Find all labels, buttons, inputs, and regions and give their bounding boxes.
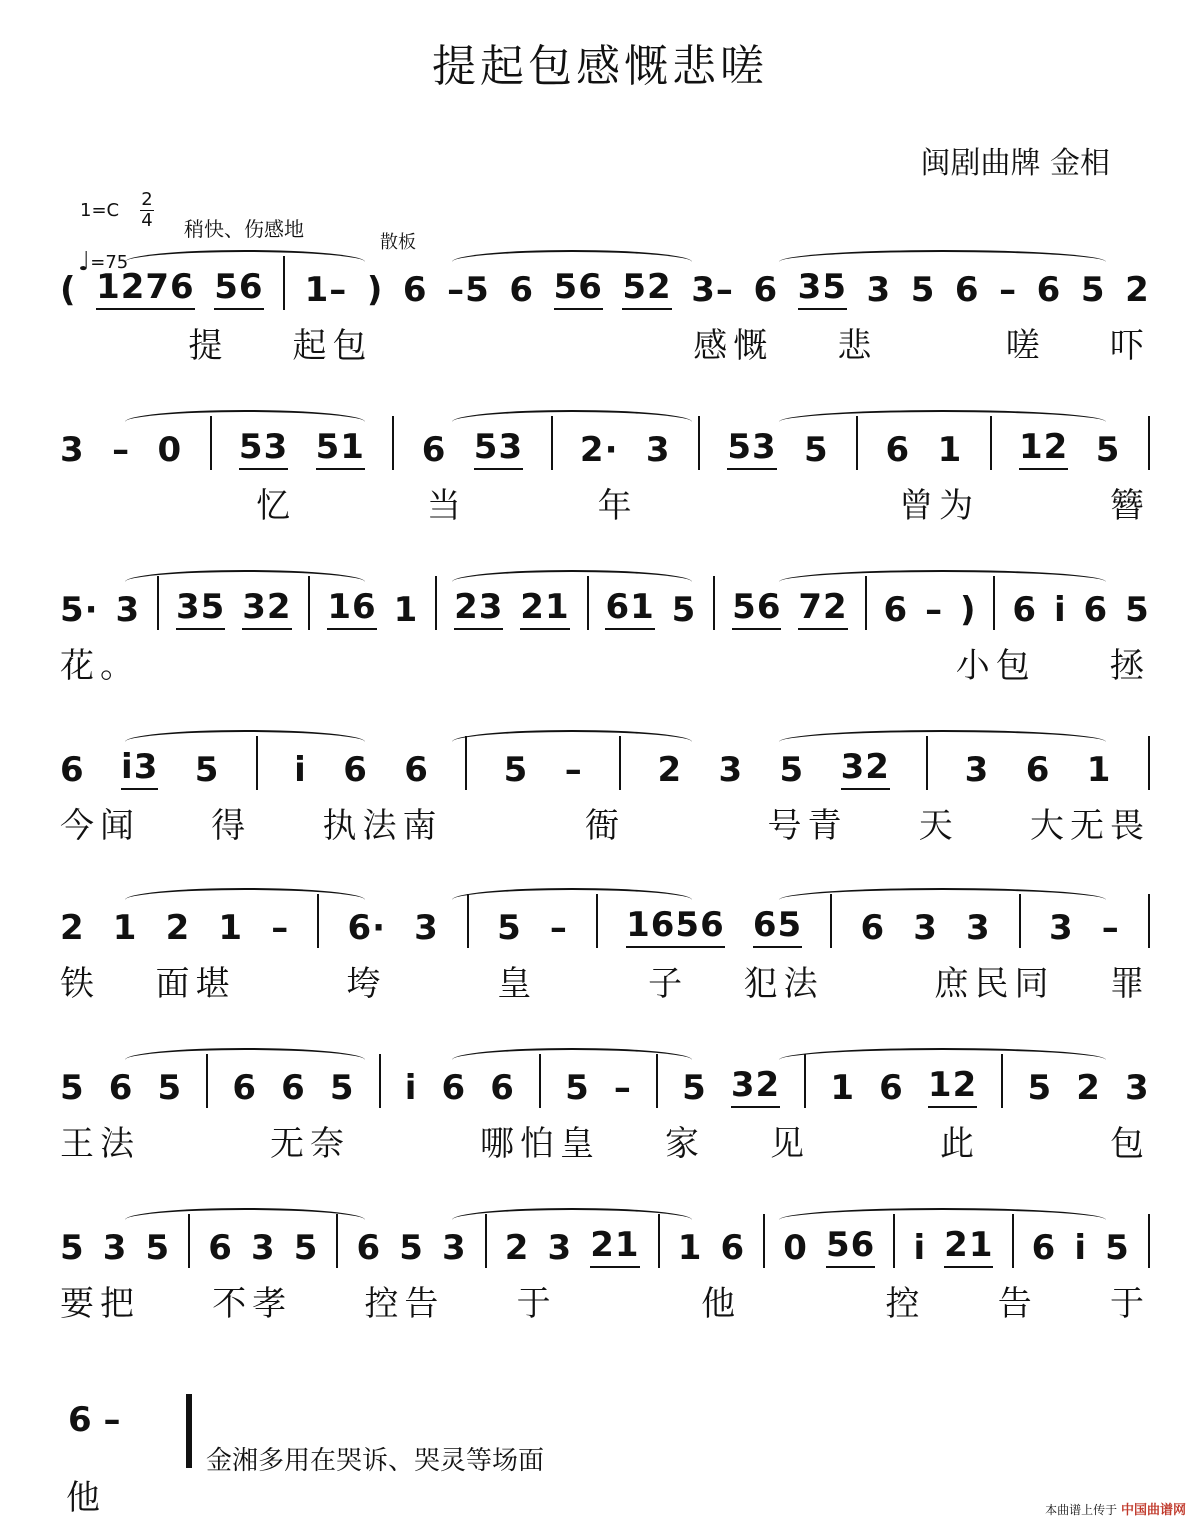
barline [1148,736,1150,790]
note: 6 [954,270,980,310]
slur-mark [125,410,365,422]
barline [1019,894,1021,948]
note: 1 [218,908,244,948]
note: i [1074,1228,1087,1268]
lyric: 忆 [256,486,297,526]
note: 5 [293,1228,319,1268]
note: 1 [1086,750,1112,790]
barline [392,416,394,470]
note: 3 [414,908,439,948]
lyrics-line [60,1116,1150,1164]
lyric: 控 [885,1284,926,1324]
note: – [925,590,944,630]
note: 6 [232,1068,258,1108]
note: 6 [421,430,447,470]
lyrics-line [60,1276,1150,1324]
lyrics-line [60,318,1150,366]
lyrics-line [60,798,1150,846]
note: – [271,908,290,948]
slur-mark [452,730,692,742]
note: 5 [682,1068,707,1108]
note: 6 [490,1068,515,1108]
note: 6· [347,908,387,948]
note: 56 [732,587,781,630]
barline [188,1214,190,1268]
slur-mark [779,410,1106,422]
note: – [1101,908,1120,948]
barline [539,1054,541,1108]
note: ) [960,590,977,630]
note: 12 [928,1065,977,1108]
slur-mark [779,250,1106,262]
note: 56 [554,267,603,310]
note: ( [60,270,77,310]
lyric: 大无畏 [1030,806,1150,846]
note: 5 [565,1068,590,1108]
note: – [112,430,131,470]
lyric: 天 [918,806,959,846]
time-signature-bottom: 4 [141,210,153,231]
note: 52 [622,267,671,310]
slur-mark [125,250,365,262]
note: 1 [112,908,138,948]
note: 5 [60,1228,85,1268]
note: 5 [910,270,936,310]
footer-credit [1045,1499,1186,1518]
slur-mark [452,888,692,900]
expression-mark: 稍快、伤感地 [184,217,304,241]
barline [1148,416,1150,470]
lyric: 控告 [364,1284,445,1324]
note: 53 [239,427,288,470]
note: 3 [1124,1068,1150,1108]
note: 5· [60,590,99,630]
barline [283,256,285,310]
barline [210,416,212,470]
note: 3 [964,750,990,790]
barline [435,576,437,630]
barline [587,576,589,630]
note: 3 [547,1228,573,1268]
time-signature-top: 2 [141,189,153,210]
lyric: 执法南 [322,806,443,846]
notation-line [60,1056,1150,1108]
note: 2· [579,430,619,470]
note: 3 [102,1228,128,1268]
lyric: 垮 [346,964,387,1004]
note: 2 [657,750,683,790]
lyric: 衙 [585,806,625,846]
note: 1 [677,1228,703,1268]
note: 6 [108,1068,134,1108]
note: 2 [165,908,191,948]
note: 5 [1125,590,1150,630]
barline [763,1214,765,1268]
barline [485,1214,487,1268]
note: 3 [60,430,85,470]
note: 1 [830,1068,856,1108]
note: 65 [753,905,802,948]
note: 1 [393,590,419,630]
note: 3 [251,1228,276,1268]
lyric: 罪 [1109,964,1150,1004]
lyric: 犯法 [743,964,824,1004]
note: 5 [1095,430,1121,470]
page-title: 提起包感慨悲嗟 [432,41,768,92]
note: 6 [885,430,911,470]
barline [256,736,258,790]
lyric: 皇 [497,964,538,1004]
note: 1– [304,270,348,310]
note: 0 [157,430,183,470]
score-source: 闽剧曲牌 金相 [920,146,1110,181]
score-line [60,1216,1150,1326]
note: 3– [691,270,734,310]
note: 3 [718,750,744,790]
note: 21 [590,1225,639,1268]
note: 6 [753,270,779,310]
note: 5 [804,430,829,470]
lyric: 庶民同 [934,964,1055,1004]
lyric: 他 [701,1284,742,1324]
notation-line [60,1216,1150,1268]
slur-mark [779,1048,1106,1060]
note: 1276 [96,267,195,310]
barline [1012,1214,1014,1268]
note: i [404,1068,418,1108]
note: 61 [605,587,654,630]
slur-mark [125,1048,365,1060]
barline [1148,1214,1150,1268]
lyric: 曾为 [899,486,980,526]
note: 5 [145,1228,171,1268]
lyric: 家 [665,1124,705,1164]
barline [658,1214,660,1268]
lyric: 告 [997,1284,1038,1324]
slur-mark [779,570,1106,582]
note: 3 [645,430,671,470]
barline [804,1054,806,1108]
note: 32 [731,1065,780,1108]
lyrics-line [60,478,1150,526]
lyrics-line [60,956,1150,1004]
note: 3 [1048,908,1074,948]
note: 35 [798,267,847,310]
note: 23 [454,587,503,630]
lyric: 于 [516,1284,557,1324]
notation-line [60,418,1150,470]
note: 1656 [626,905,725,948]
note: 2 [504,1228,530,1268]
footer-site: 中国曲谱网 [1120,1503,1186,1518]
barline [619,736,621,790]
barline [856,416,858,470]
lyric: 当 [426,486,467,526]
lyric: 于 [1109,1284,1150,1324]
lyric: 提 [188,326,229,366]
lyrics-line [60,638,1150,686]
note: 5 [194,750,220,790]
note: 5 [497,908,522,948]
note: 5 [329,1068,355,1108]
note: 6 [404,750,429,790]
performance-note: 金湘多用在哭诉、哭灵等场面 [206,1446,545,1476]
barline [993,576,995,630]
note: 6 [1036,270,1062,310]
notation-line [60,258,1150,310]
barline [206,1054,208,1108]
note: ) [366,270,384,310]
note: 6 [1025,750,1051,790]
note: 6 [860,908,886,948]
note: 1 [937,430,963,470]
note: 53 [727,427,776,470]
lyric: 此 [940,1124,980,1164]
note: 5 [60,1068,85,1108]
note: 6 [1031,1228,1057,1268]
note: – [999,270,1018,310]
lyric: 包 [1110,1124,1150,1164]
barline [990,416,992,470]
note: 32 [242,587,291,630]
note: i3 [121,747,158,790]
slur-mark [452,410,692,422]
note: 5 [1105,1228,1130,1268]
note: 51 [316,427,365,470]
lyric: 无奈 [270,1124,350,1164]
note: 6 [1012,590,1038,630]
note: 12 [1019,427,1068,470]
sanban-mark: 散板 [380,232,416,253]
footer-prefix: 本曲谱上传于 [1045,1503,1118,1517]
barline [465,736,467,790]
note: 5 [779,750,805,790]
note: 6 [356,1228,382,1268]
lyric: 嗟 [1005,326,1046,366]
barline [467,894,469,948]
note: 16 [327,587,376,630]
score-line [60,1056,1150,1166]
barline [713,576,715,630]
final-note: 6 – [68,1400,121,1440]
barline [551,416,553,470]
slur-mark [125,730,365,742]
lyric: 铁 [60,964,100,1004]
lyric: 号青 [767,806,848,846]
lyric: 簪 [1109,486,1150,526]
note: 5 [503,750,529,790]
barline [926,736,928,790]
note: 6 [60,750,85,790]
note: 6 [883,590,909,630]
score-line [60,738,1150,848]
final-barline [186,1394,192,1468]
note: 56 [214,267,263,310]
slur-mark [452,570,692,582]
barline [308,576,310,630]
lyric: 年 [597,486,638,526]
slur-mark [452,250,692,262]
barline [865,576,867,630]
slur-mark [125,1208,365,1220]
key-signature: 1=C [80,200,120,221]
note: 2 [60,908,85,948]
lyric: 拯 [1109,646,1150,686]
note: 6 [509,270,534,310]
note: –5 [447,270,490,310]
note: 5 [1080,270,1106,310]
lyric: 子 [648,964,689,1004]
note: 72 [798,587,847,630]
barline [698,416,700,470]
quarter-note-icon: ♩ [78,247,91,277]
tempo-value: =75 [90,252,129,273]
lyric: 见 [770,1124,810,1164]
note: 21 [944,1225,993,1268]
slur-mark [452,1048,692,1060]
lyric: 面堪 [155,964,236,1004]
note: 35 [176,587,225,630]
lyric: 不孝 [212,1284,293,1324]
note: 0 [783,1228,808,1268]
note: i [294,750,307,790]
note: 6 [208,1228,233,1268]
lyric: 今闻 [60,806,140,846]
note: 2 [1125,270,1150,310]
note: 2 [1076,1068,1101,1108]
lyric: 哪怕皇 [480,1124,600,1164]
slur-mark [452,1208,692,1220]
note: 6 [1083,590,1109,630]
note: – [613,1068,632,1108]
notation-line [60,738,1150,790]
barline [893,1214,895,1268]
note: 3 [442,1228,467,1268]
barline [1148,894,1150,948]
note: 6 [879,1068,904,1108]
note: 53 [474,427,523,470]
note: – [564,750,583,790]
note: 6 [402,270,428,310]
lyric: 王法 [60,1124,140,1164]
note: 3 [966,908,991,948]
slur-mark [125,888,365,900]
note: 3 [866,270,892,310]
lyric: 起包 [292,326,373,366]
lyric: 感慨 [693,326,774,366]
lyric: 要把 [60,1284,140,1324]
slur-mark [779,888,1106,900]
note: 32 [841,747,890,790]
lyric: 得 [211,806,252,846]
score-line [60,258,1150,368]
barline [830,894,832,948]
barline [336,1214,338,1268]
lyric: 吓 [1109,326,1150,366]
barline [596,894,598,948]
score-line [60,578,1150,688]
note: 3 [913,908,938,948]
score-line [60,418,1150,528]
barline [317,894,319,948]
notation-line [60,578,1150,630]
barline [379,1054,381,1108]
barline [157,576,159,630]
lyric: 小包 [955,646,1036,686]
note: i [1053,590,1067,630]
barline [656,1054,658,1108]
note: 5 [399,1228,424,1268]
note: 21 [520,587,569,630]
note: – [549,908,568,948]
note: 6 [720,1228,746,1268]
score-line [60,896,1150,1006]
lyric: 花。 [60,646,140,686]
note: 6 [281,1068,306,1108]
note: 3 [115,590,141,630]
note: 5 [671,590,697,630]
note: 5 [157,1068,183,1108]
note: 5 [1027,1068,1053,1108]
final-lyric: 他 [66,1478,100,1518]
note: i [913,1228,927,1268]
lyric: 悲 [837,326,878,366]
note: 56 [826,1225,875,1268]
barline [1001,1054,1003,1108]
slur-mark [125,570,365,582]
notation-line [60,896,1150,948]
time-signature [140,190,154,231]
note: 6 [441,1068,467,1108]
slur-mark [779,1208,1106,1220]
note: 6 [343,750,368,790]
slur-mark [779,730,1106,742]
